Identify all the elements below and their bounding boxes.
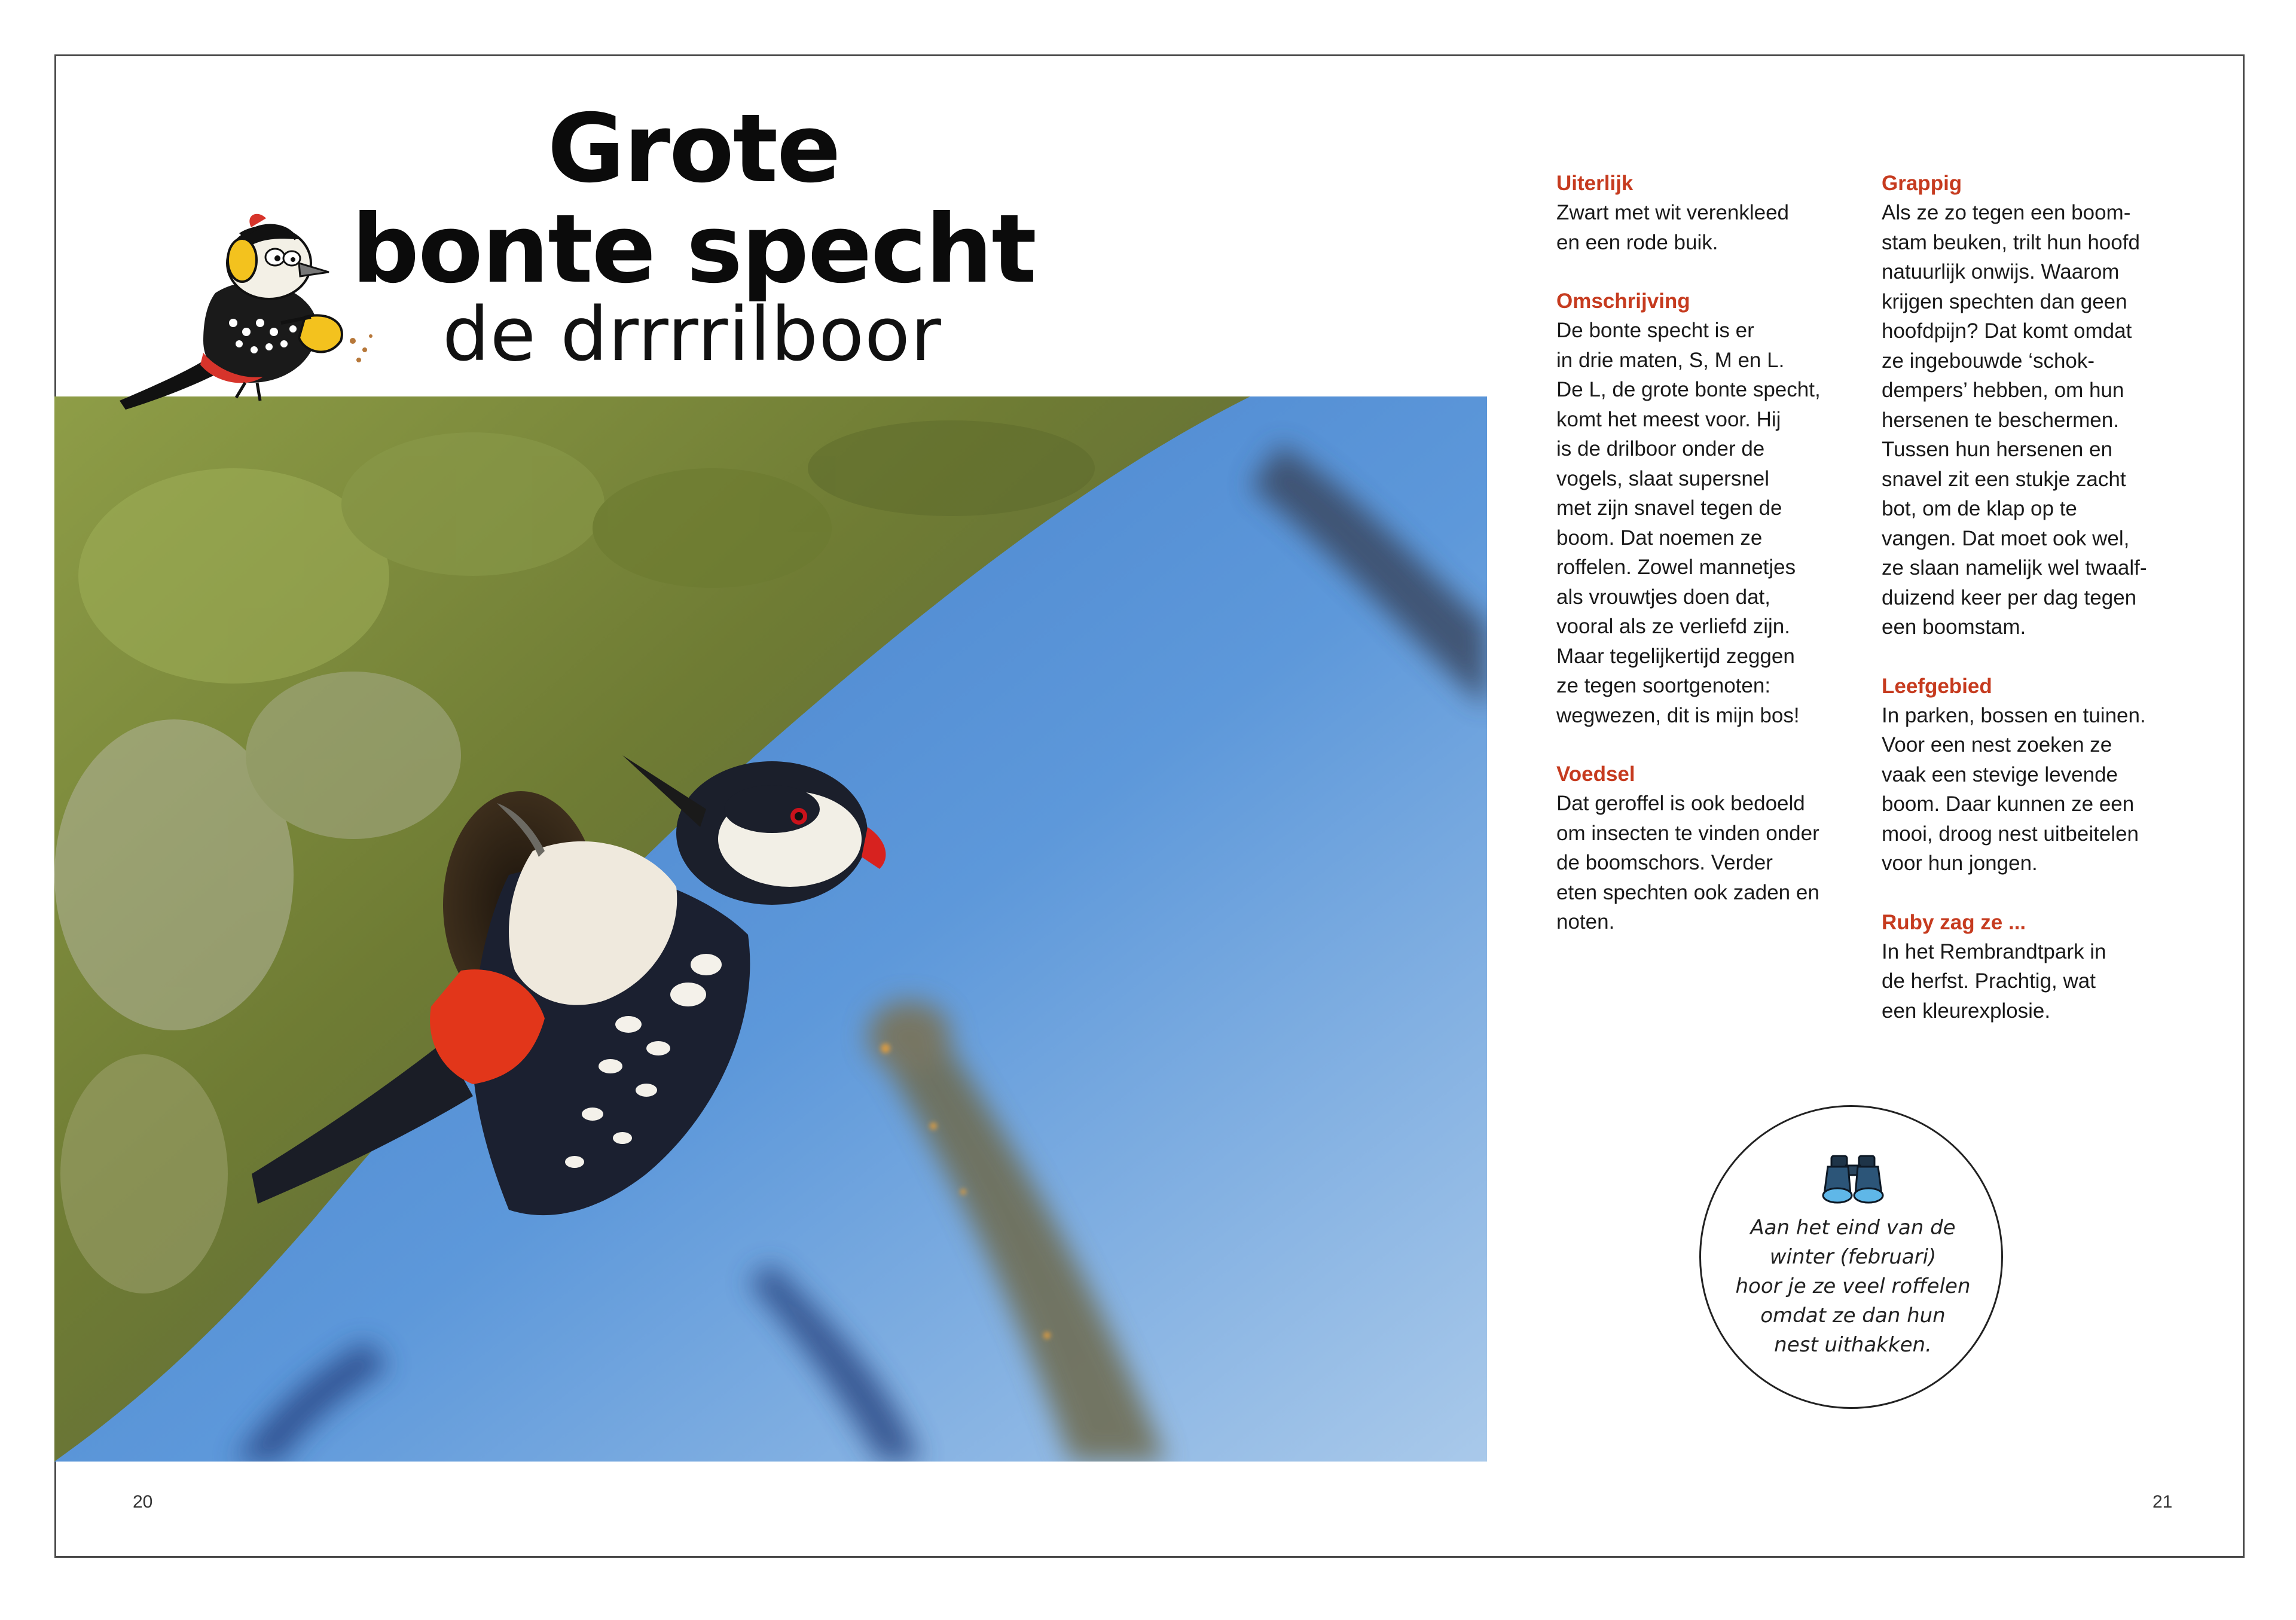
tip-circle <box>1699 1105 2003 1409</box>
section-omschrijving <box>1556 286 1867 730</box>
text-line: wegwezen, dit is mijn bos! <box>1556 703 1800 727</box>
text-line: met zijn snavel tegen de <box>1556 496 1782 520</box>
text-line: roffelen. Zowel mannetjes <box>1556 556 1796 579</box>
section-body <box>1882 937 2193 1026</box>
tip-line: winter (februari) <box>1769 1245 1937 1269</box>
text-line: een boomstam. <box>1882 615 2026 639</box>
tip-text <box>1725 1213 1981 1360</box>
section-heading: Voedsel <box>1556 762 1635 786</box>
tip-line: hoor je ze veel roffelen <box>1735 1274 1971 1298</box>
text-line: Voor een nest zoeken ze <box>1882 733 2112 756</box>
text-line: vangen. Dat moet ook wel, <box>1882 526 2130 550</box>
section-heading: Ruby zag ze ... <box>1882 910 2026 934</box>
text-line: dempers’ hebben, om hun <box>1882 379 2124 402</box>
text-line: de herfst. Prachtig, wat <box>1882 969 2096 993</box>
page-title <box>335 94 1052 304</box>
text-line: de boomschors. Verder <box>1556 851 1773 874</box>
section-body <box>1556 316 1867 730</box>
text-line: een kleurexplosie. <box>1882 999 2051 1023</box>
text-line: Dat geroffel is ook bedoeld <box>1556 792 1805 815</box>
woodpecker-photo <box>54 396 1487 1462</box>
text-line: snavel zit een stukje zacht <box>1882 467 2126 491</box>
text-line: komt het meest voor. Hij <box>1556 407 1781 431</box>
text-column-left <box>1556 169 1867 966</box>
section-body <box>1556 789 1867 937</box>
text-line: De bonte specht is er <box>1556 319 1754 342</box>
section-uiterlijk <box>1556 169 1867 257</box>
text-line: vooral als ze verliefd zijn. <box>1556 615 1790 638</box>
section-leefgebied <box>1882 672 2193 878</box>
text-column-right <box>1882 169 2193 1055</box>
text-line: is de drilboor onder de <box>1556 437 1765 460</box>
section-heading: Uiterlijk <box>1556 172 1634 195</box>
text-line: vaak een stevige levende <box>1882 762 2118 786</box>
text-line: ze slaan namelijk wel twaalf- <box>1882 556 2147 579</box>
section-grappig <box>1882 169 2193 642</box>
text-line: In het Rembrandtpark in <box>1882 939 2106 963</box>
tip-line: omdat ze dan hun <box>1760 1304 1946 1328</box>
text-line: krijgen spechten dan geen <box>1882 289 2127 313</box>
text-line: bot, om de klap op te <box>1882 497 2077 520</box>
text-line: hersenen te beschermen. <box>1882 408 2119 432</box>
page-number-left: 20 <box>133 1492 153 1512</box>
section-body <box>1882 701 2193 878</box>
section-heading: Grappig <box>1882 172 1962 195</box>
text-line: duizend keer per dag tegen <box>1882 585 2137 609</box>
page-number-right: 21 <box>2152 1492 2173 1512</box>
text-line: en een rode buik. <box>1556 230 1718 254</box>
section-body <box>1882 198 2193 642</box>
text-line: in drie maten, S, M en L. <box>1556 348 1785 372</box>
binoculars-icon <box>1819 1152 1886 1205</box>
text-line: om insecten te vinden onder <box>1556 821 1819 845</box>
text-line: vogels, slaat supersnel <box>1556 466 1770 490</box>
page-subtitle: de drrrrilboor <box>442 292 942 378</box>
text-line: boom. Dat noemen ze <box>1556 526 1763 550</box>
section-heading: Omschrijving <box>1556 289 1690 313</box>
section-ruby-zag-ze <box>1882 908 2193 1026</box>
text-line: mooi, droog nest uitbeitelen <box>1882 822 2139 846</box>
text-line: Als ze zo tegen een boom- <box>1882 201 2131 224</box>
text-line: natuurlijk onwijs. Waarom <box>1882 260 2120 283</box>
text-line: Maar tegelijkertijd zeggen <box>1556 644 1795 668</box>
text-line: ze ingebouwde ‘schok- <box>1882 349 2095 373</box>
title-line-1: Grote <box>547 94 840 204</box>
text-line: Tussen hun hersenen en <box>1882 438 2112 461</box>
text-line: Zwart met wit verenkleed <box>1556 201 1790 224</box>
title-line-2: bonte specht <box>352 194 1036 304</box>
text-line: stam beuken, trilt hun hoofd <box>1882 230 2140 254</box>
text-line: voor hun jongen. <box>1882 852 2038 875</box>
text-line: De L, de grote bonte specht, <box>1556 378 1821 401</box>
text-line: eten spechten ook zaden en <box>1556 880 1819 904</box>
section-voedsel <box>1556 759 1867 937</box>
text-line: noten. <box>1556 910 1615 933</box>
tip-line: Aan het eind van de <box>1750 1216 1956 1240</box>
section-body <box>1556 198 1867 257</box>
text-line: In parken, bossen en tuinen. <box>1882 703 2146 727</box>
tip-line: nest uithakken. <box>1774 1333 1932 1357</box>
text-line: ze tegen soortgenoten: <box>1556 674 1771 697</box>
text-line: boom. Daar kunnen ze een <box>1882 792 2135 816</box>
section-heading: Leefgebied <box>1882 674 1992 698</box>
text-line: hoofdpijn? Dat komt omdat <box>1882 319 2132 343</box>
text-line: als vrouwtjes doen dat, <box>1556 585 1770 609</box>
